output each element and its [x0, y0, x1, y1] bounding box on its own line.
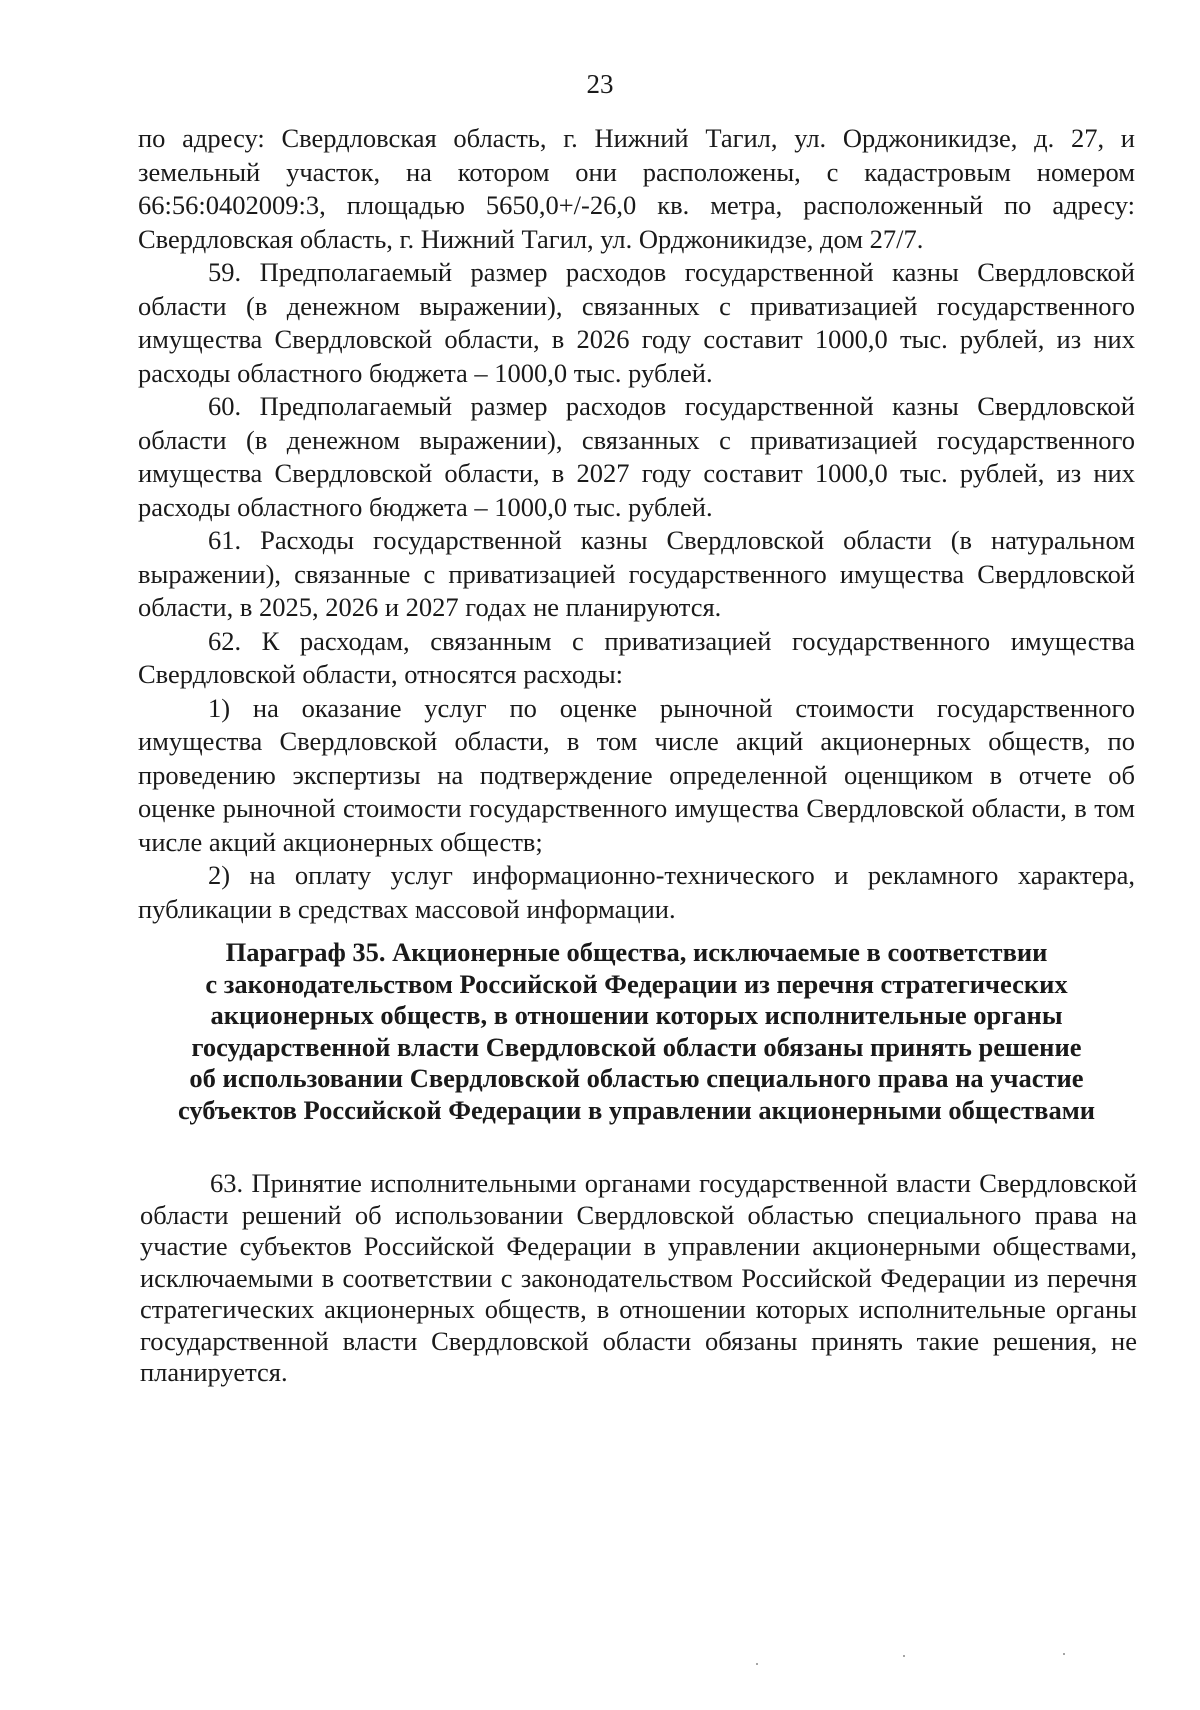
- scan-speck: [756, 1663, 758, 1665]
- paragraph-62-item-2: 2) на оплату услуг информационно-технического и рекламного характера, публикации в средствах массовой информации.: [138, 860, 1135, 924]
- document-body-section-35: [140, 1168, 1137, 1389]
- section-heading-line: государственной власти Свердловской области обязаны принять решение: [191, 1031, 1082, 1062]
- paragraph-62-item-1: 1) на оказание услуг по оценке рыночной стоимости государственного имущества Свердловской области, в том числе акций акционерных обществ, по проведению экспертизы на подтверждение определенной оценщиком в отчете об оценке рыночной стоимости государственного имущества Свердловской области, в том числе акций акционерных обществ;: [138, 692, 1135, 857]
- paragraph-60: 60. Предполагаемый размер расходов государственной казны Свердловской области (в денежном выражении), связанных с приватизацией государственного имущества Свердловской области, в 2027 году составит 1000,0 тыс. рублей, из них расходы областного бюджета – 1000,0 тыс. рублей.: [138, 391, 1135, 522]
- section-heading-line: об использовании Свердловской областью специального права на участие: [189, 1063, 1084, 1093]
- section-heading-line: субъектов Российской Федерации в управлении акционерными обществами: [177, 1094, 1096, 1125]
- page-number: 23: [586, 69, 614, 99]
- paragraph-63: 63. Принятие исполнительными органами государственной власти Свердловской области решений об использовании Свердловской областью специального права на участие субъектов Российской Федерации в управлении акционерными обществами, исключаемыми в соответствии с законодательством Российской Федерации из перечня стратегических акционерных обществ, в отношении которых исполнительные органы государственной власти Свердловской области обязаны принять такие решения, не планируется.: [140, 1168, 1137, 1387]
- paragraph-continuation: по адресу: Свердловская область, г. Нижний Тагил, ул. Орджоникидзе, д. 27, и земельный участок, на котором они расположены, с кадастровым номером 66:56:0402009:3, площадью 5650,0+/-26,0 кв. метра, расположенный по адресу: Свердловская область, г. Нижний Тагил, ул. Орджоникидзе, дом 27/7.: [138, 123, 1135, 254]
- scan-speck: [903, 1655, 905, 1657]
- section-heading-paragraph-35: [138, 937, 1135, 1126]
- scan-speck: [1063, 1653, 1065, 1655]
- paragraph-61: 61. Расходы государственной казны Свердловской области (в натуральном выражении), связанные с приватизацией государственного имущества Свердловской области, в 2025, 2026 и 2027 годах не планируются.: [138, 525, 1135, 622]
- paragraph-59: 59. Предполагаемый размер расходов государственной казны Свердловской области (в денежном выражении), связанных с приватизацией государственного имущества Свердловской области, в 2026 году составит 1000,0 тыс. рублей, из них расходы областного бюджета – 1000,0 тыс. рублей.: [138, 257, 1135, 388]
- section-heading-line: акционерных обществ, в отношении которых исполнительные органы: [210, 1000, 1063, 1030]
- section-heading-line: Параграф 35. Акционерные общества, исключаемые в соответствии: [225, 937, 1048, 967]
- paragraph-62: 62. К расходам, связанным с приватизацией государственного имущества Свердловской области, относятся расходы:: [138, 625, 1135, 689]
- section-heading-line: с законодательством Российской Федерации из перечня стратегических: [205, 968, 1068, 999]
- document-body: [138, 122, 1135, 926]
